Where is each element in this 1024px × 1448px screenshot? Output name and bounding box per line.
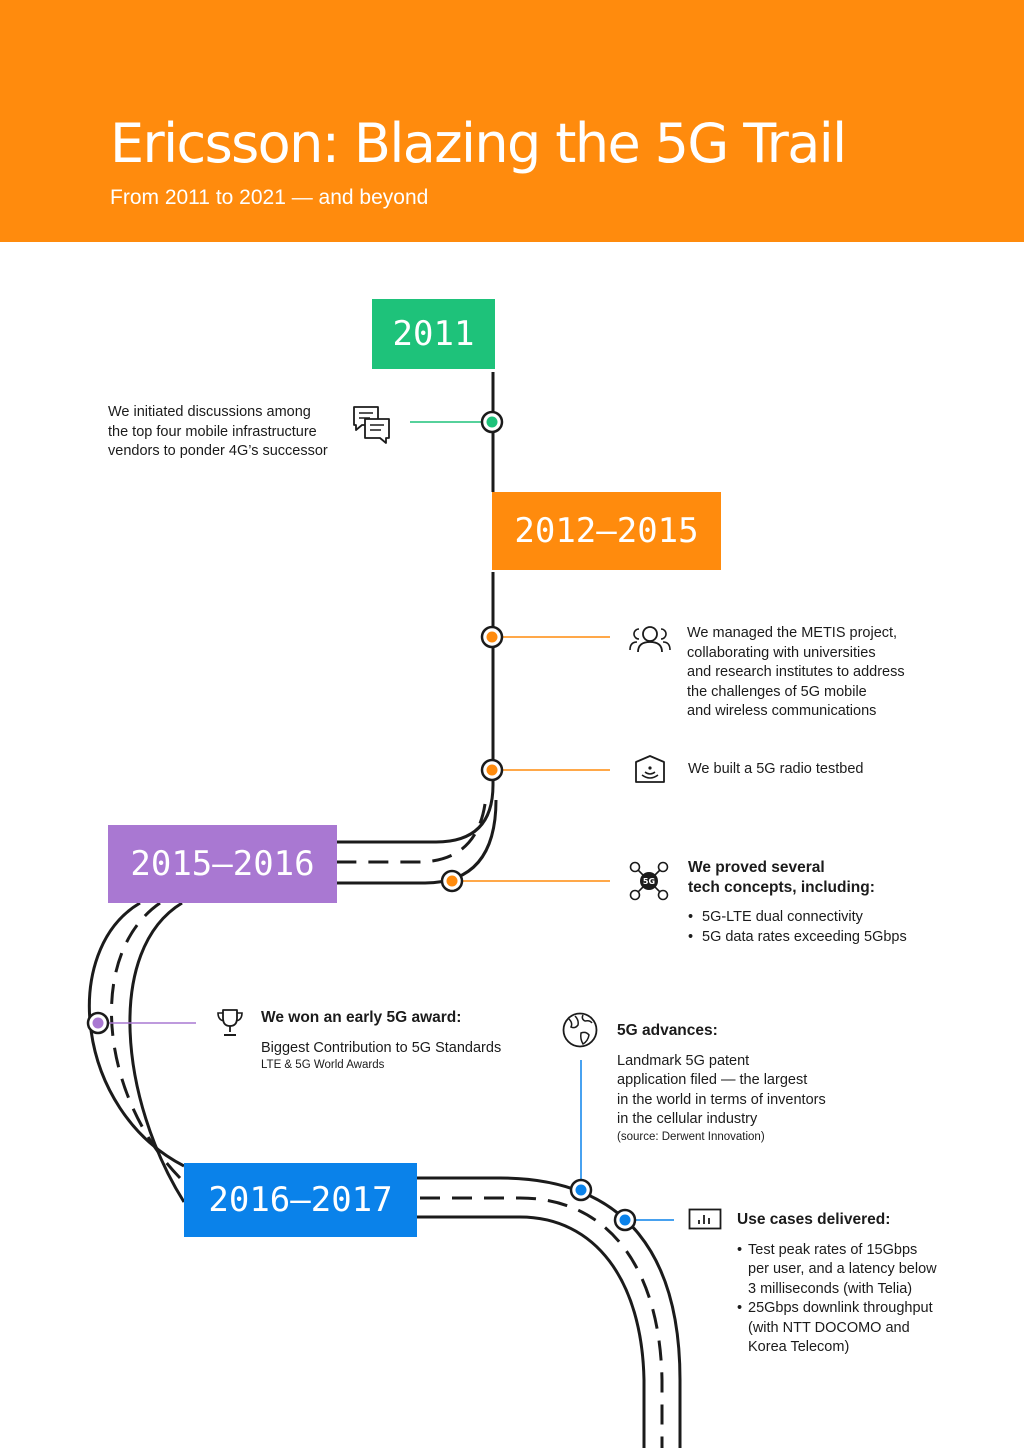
list-item: • 5G-LTE dual connectivity bbox=[688, 908, 978, 928]
period-2011: 2011 bbox=[372, 299, 495, 369]
globe-icon bbox=[561, 1011, 599, 1049]
trophy-icon bbox=[216, 1008, 244, 1038]
road-curve-left-edge-outer bbox=[89, 903, 184, 1166]
bar-chart-icon bbox=[688, 1208, 722, 1232]
milestone-discussions-text: We initiated discussions among the top four mobile infrastructure vendors to ponder 4G’s successor bbox=[108, 404, 328, 459]
milestone-metis-text: We managed the METIS project, collaborating with universities and research institutes to address the challenges of 5G mobile and wireless communications bbox=[687, 625, 905, 719]
people-group-icon bbox=[628, 624, 672, 654]
period-2016-2017: 2016—2017 bbox=[184, 1163, 417, 1237]
milestone-dot-use-cases bbox=[615, 1210, 635, 1230]
network-nodes-icon-label: 5G bbox=[642, 877, 656, 886]
concepts-bullet-list bbox=[688, 908, 978, 947]
chat-bubbles-icon bbox=[352, 405, 392, 445]
milestone-dot-discussions bbox=[482, 412, 502, 432]
road-centre-line-upper bbox=[337, 804, 485, 862]
milestone-use-cases-text: Use cases delivered: • Test peak rates of 15Gbps per user, and a latency below 3 milliseconds (with Telia) • 25Gbps downlink throughput (with NTT DOCOMO and Korea Telecom) bbox=[737, 1210, 987, 1358]
network-nodes-icon bbox=[628, 861, 670, 901]
radio-testbed-icon bbox=[634, 754, 666, 784]
milestone-dot-testbed bbox=[482, 760, 502, 780]
milestone-award-text: We won an early 5G award: Biggest Contribution to 5G Standards LTE & 5G World Awards bbox=[261, 1009, 502, 1071]
list-item: • 5G data rates exceeding 5Gbps bbox=[688, 928, 978, 948]
road-curve-left-edge-inner bbox=[130, 903, 184, 1202]
milestone-concepts-text: We proved several tech concepts, including: • 5G-LTE dual connectivity • 5G data rates exceeding 5Gbps bbox=[688, 858, 978, 947]
page-subtitle: From 2011 to 2021 — and beyond bbox=[110, 186, 429, 209]
milestone-dot-award bbox=[88, 1013, 108, 1033]
road-centre-line-lower bbox=[420, 1198, 662, 1448]
milestone-testbed-text: We built a 5G radio testbed bbox=[688, 761, 864, 777]
road-edge-upper bbox=[337, 572, 493, 842]
period-2012-2015: 2012—2015 bbox=[492, 492, 721, 570]
period-2015-2016: 2015—2016 bbox=[108, 825, 337, 903]
list-item: • Test peak rates of 15Gbps per user, and a latency below 3 milliseconds (with Telia) bbox=[737, 1241, 987, 1300]
milestone-dot-concepts bbox=[442, 871, 462, 891]
list-item: • 25Gbps downlink throughput (with NTT DOCOMO and Korea Telecom) bbox=[737, 1299, 987, 1358]
road-edge-right-inner bbox=[417, 1217, 644, 1448]
page-title: Ericsson: Blazing the 5G Trail bbox=[110, 112, 846, 175]
use-cases-bullet-list bbox=[737, 1241, 987, 1358]
milestone-dot-advances bbox=[571, 1180, 591, 1200]
milestone-dot-metis bbox=[482, 627, 502, 647]
milestone-advances-text: 5G advances: Landmark 5G patent application filed — the largest in the world in terms of inventors in the cellular industry (source: Derwent Innovation) bbox=[617, 1022, 826, 1143]
